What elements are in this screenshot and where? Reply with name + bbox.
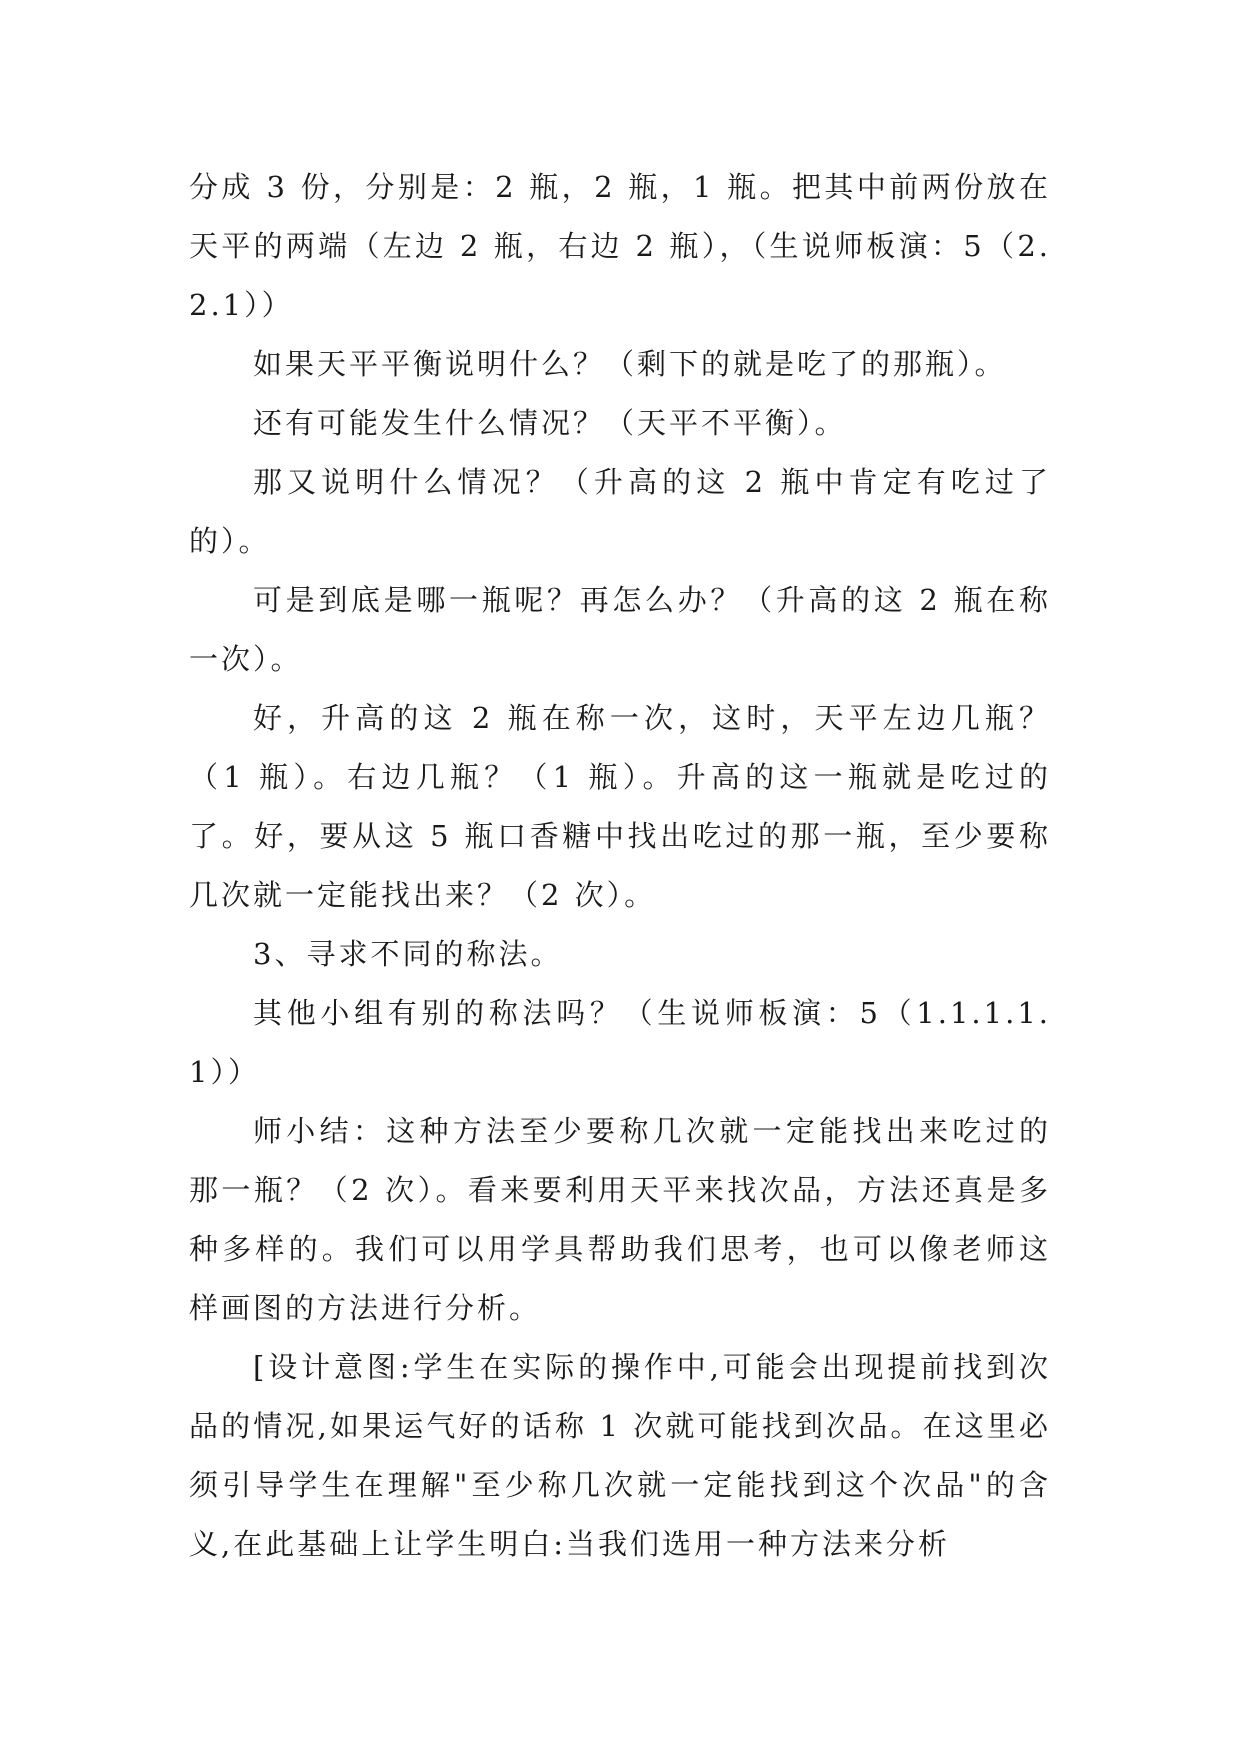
paragraph-4: 那又说明什么情况？（升高的这 2 瓶中肯定有吃过了的）。 <box>189 465 1051 558</box>
document-body <box>189 158 1051 1574</box>
paragraph-3: 还有可能发生什么情况？（天平不平衡）。 <box>253 406 847 440</box>
paragraph-2: 如果天平平衡说明什么？（剩下的就是吃了的那瓶）。 <box>253 347 1007 381</box>
paragraph-5: 可是到底是哪一瓶呢？再怎么办？（升高的这 2 瓶在称一次）。 <box>189 583 1051 676</box>
section-heading-3: 3、寻求不同的称法。 <box>253 937 563 971</box>
paragraph-6: 好，升高的这 2 瓶在称一次，这时，天平左边几瓶？（1 瓶）。右边几瓶？（1 瓶）。升高的这一瓶就是吃过的了。好，要从这 5 瓶口香糖中找出吃过的那一瓶，至少要称几次就一定能找出来？（2 次）。 <box>189 701 1051 912</box>
paragraph-design-intent: [设计意图:学生在实际的操作中,可能会出现提前找到次品的情况,如果运气好的话称 1 次就可能找到次品。在这里必须引导学生在理解"至少称几次就一定能找到这个次品"的含义,在此基础上让学生明白:当我们选用一种方法来分析 <box>189 1350 1051 1561</box>
paragraph-summary: 师小结：这种方法至少要称几次就一定能找出来吃过的那一瓶？（2 次）。看来要利用天平来找次品，方法还真是多种多样的。我们可以用学具帮助我们思考，也可以像老师这样画图的方法进行分析。 <box>189 1114 1051 1325</box>
paragraph-8: 其他小组有别的称法吗？（生说师板演：5（1.1.1.1.1）） <box>189 996 1051 1089</box>
paragraph-1: 分成 3 份，分别是：2 瓶，2 瓶，1 瓶。把其中前两份放在天平的两端（左边 2 瓶，右边 2 瓶），（生说师板演：5（2.2.1）） <box>189 170 1051 322</box>
